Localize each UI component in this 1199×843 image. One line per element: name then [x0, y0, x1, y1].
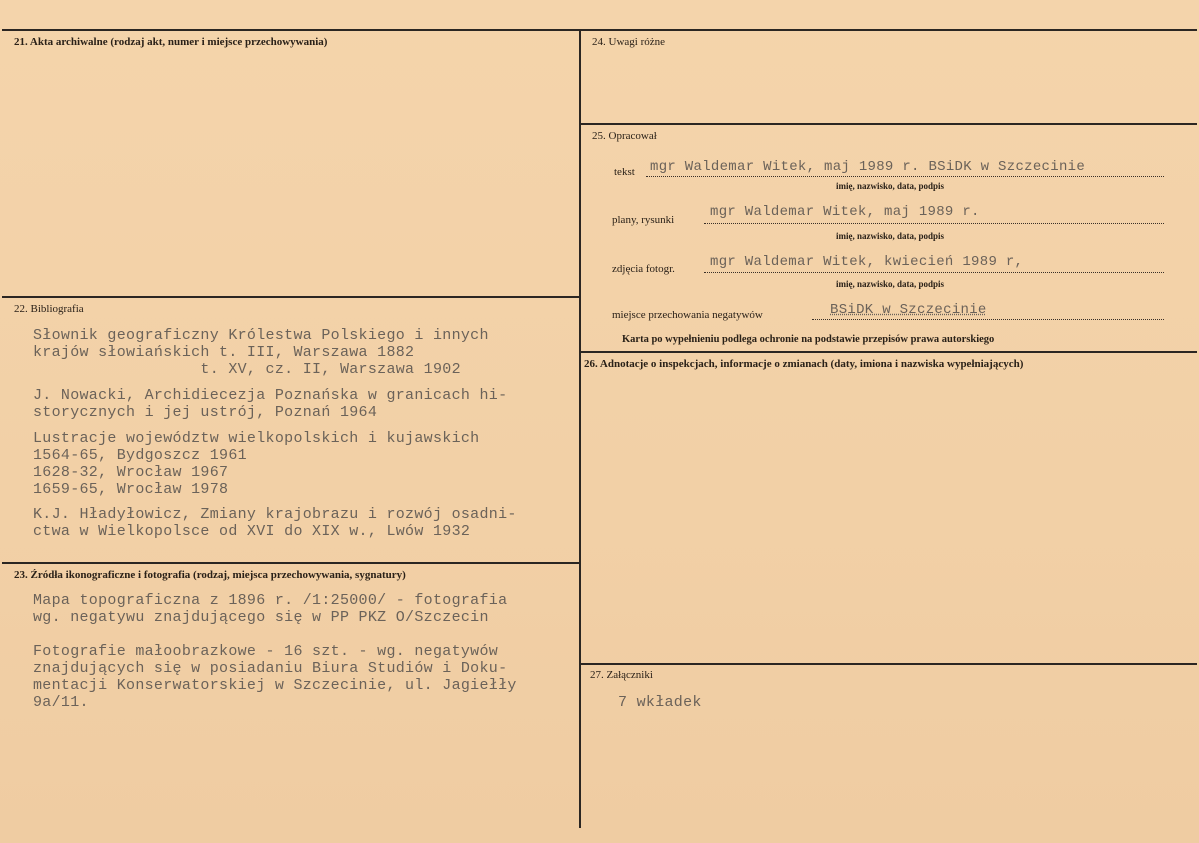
bibliography-line: 1628-32, Wrocław 1967 [33, 464, 229, 481]
negatywy-value: BSiDK w Szczecinie [830, 302, 987, 318]
bibliography-line: Lustracje województw wielkopolskich i kujawskich [33, 430, 480, 447]
tekst-dotted-line [646, 176, 1164, 177]
iconography-line: Fotografie małoobrazkowe - 16 szt. - wg. negatywów [33, 643, 499, 660]
column-divider [579, 30, 581, 828]
divider-22-23 [2, 562, 580, 564]
bibliography-line: J. Nowacki, Archidiecezja Poznańska w granicach hi- [33, 387, 508, 404]
zdjecia-dotted-line [704, 272, 1164, 273]
bibliography-line: Słownik geograficzny Królestwa Polskiego i innych [33, 327, 489, 344]
tekst-label: tekst [614, 166, 635, 178]
section-26-label: 26. Adnotacje o inspekcjach, informacje o zmianach (daty, imiona i nazwiska wypełniających) [584, 358, 1024, 370]
bibliography-line: t. XV, cz. II, Warszawa 1902 [33, 361, 461, 378]
section-23-label: 23. Źródła ikonograficzne i fotografia (rodzaj, miejsca przechowywania, sygnatury) [14, 569, 406, 581]
zdjecia-caption: imię, nazwisko, data, podpis [836, 279, 945, 289]
bibliography-line: K.J. Hładyłowicz, Zmiany krajobrazu i rozwój osadni- [33, 506, 517, 523]
section-22-label: 22. Bibliografia [14, 303, 84, 315]
tekst-caption: imię, nazwisko, data, podpis [836, 181, 945, 191]
bibliography-line: ctwa w Wielkopolsce od XVI do XIX w., Lwów 1932 [33, 523, 471, 540]
section-24-label: 24. Uwagi różne [592, 36, 666, 48]
iconography-line: mentacji Konserwatorskiej w Szczecinie, ul. Jagiełły [33, 677, 517, 694]
attachments-value: 7 wkładek [618, 694, 702, 711]
section-21-label: 21. Akta archiwalne (rodzaj akt, numer i miejsce przechowywania) [14, 36, 328, 48]
divider-26-27 [580, 663, 1197, 665]
divider-24-25 [580, 123, 1197, 125]
divider-25-26 [580, 351, 1197, 353]
iconography-line: wg. negatywu znajdującego się w PP PKZ O/Szczecin [33, 609, 489, 626]
plany-label: plany, rysunki [612, 214, 675, 226]
bibliography-line: krajów słowiańskich t. III, Warszawa 1882 [33, 344, 415, 361]
plany-value: mgr Waldemar Witek, maj 1989 r. [710, 204, 980, 220]
section-25-label: 25. Opracował [592, 130, 657, 142]
bibliography-line: 1564-65, Bydgoszcz 1961 [33, 447, 247, 464]
tekst-value: mgr Waldemar Witek, maj 1989 r. BSiDK w Szczecinie [650, 159, 1086, 175]
copyright-note: Karta po wypełnieniu podlega ochronie na podstawie przepisów prawa autorskiego [622, 334, 995, 345]
iconography-line: znajdujących się w posiadaniu Biura Studiów i Doku- [33, 660, 508, 677]
plany-caption: imię, nazwisko, data, podpis [836, 231, 945, 241]
plany-dotted-line [704, 223, 1164, 224]
negatywy-dotted-line [812, 319, 1164, 320]
zdjecia-label: zdjęcia fotogr. [612, 263, 675, 275]
bibliography-line: 1659-65, Wrocław 1978 [33, 481, 229, 498]
divider-21-22 [2, 296, 580, 298]
iconography-line: 9a/11. [33, 694, 89, 711]
iconography-line: Mapa topograficzna z 1896 r. /1:25000/ - fotografia [33, 592, 508, 609]
section-27-label: 27. Załączniki [590, 669, 653, 681]
bibliography-line: storycznych i jej ustrój, Poznań 1964 [33, 404, 378, 421]
zdjecia-value: mgr Waldemar Witek, kwiecień 1989 r, [710, 254, 1024, 270]
negatywy-label: miejsce przechowania negatywów [612, 309, 763, 321]
top-border [2, 29, 1197, 31]
